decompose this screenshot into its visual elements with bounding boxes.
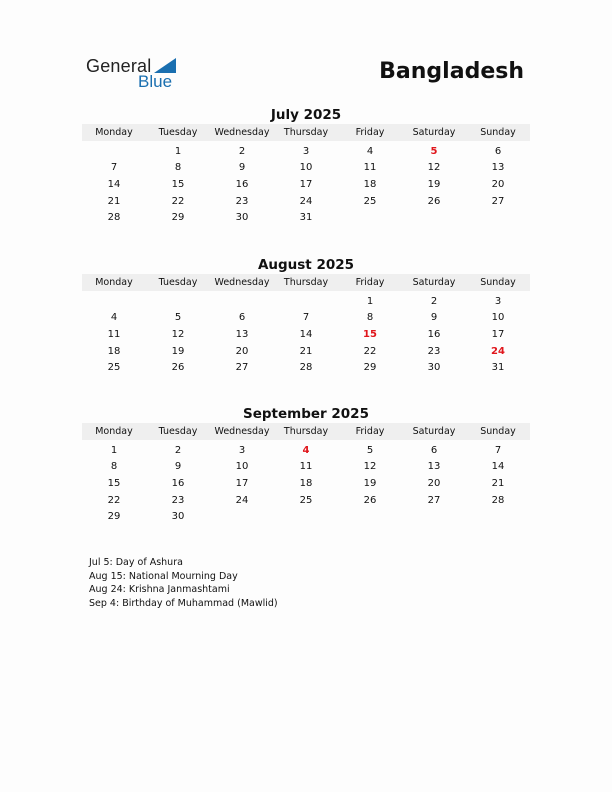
holiday-note: Jul 5: Day of Ashura — [89, 557, 183, 568]
day-cell: 16 — [171, 477, 185, 489]
day-cell — [466, 209, 530, 226]
day-cell: 26 — [427, 195, 441, 207]
day-cell: 30 — [427, 362, 441, 374]
calendar-grid — [82, 124, 530, 226]
week-row — [82, 310, 530, 327]
day-cell: 3 — [302, 145, 310, 157]
weekday-header: Saturday — [402, 423, 466, 440]
day-cell: 2 — [238, 145, 246, 157]
day-cell: 30 — [235, 212, 249, 224]
weekday-header: Sunday — [466, 274, 530, 291]
day-cell: 23 — [171, 494, 185, 506]
month-august — [82, 256, 530, 376]
day-cell: 10 — [299, 162, 313, 174]
day-cell: 17 — [299, 178, 313, 190]
logo — [86, 56, 186, 92]
weekday-header: Friday — [338, 274, 402, 291]
weekday-header: Sunday — [466, 124, 530, 141]
day-cell: 2 — [174, 444, 182, 456]
week-row — [82, 359, 530, 376]
day-cell: 3 — [238, 444, 246, 456]
day-cell: 27 — [427, 494, 441, 506]
day-cell: 31 — [299, 212, 313, 224]
day-cell: 30 — [171, 511, 185, 523]
day-cell: 11 — [363, 162, 377, 174]
day-cell: 8 — [366, 312, 374, 324]
calendar-grid — [82, 423, 530, 525]
weekday-header: Wednesday — [210, 124, 274, 141]
day-cell — [274, 293, 338, 310]
weekday-header: Tuesday — [146, 274, 210, 291]
weekday-header: Saturday — [402, 274, 466, 291]
holiday-note: Aug 15: National Mourning Day — [89, 570, 238, 582]
day-cell — [402, 508, 466, 525]
day-cell: 22 — [171, 195, 185, 207]
day-cell: 12 — [171, 328, 185, 340]
day-cell: 17 — [235, 477, 249, 489]
day-cell: 12 — [427, 162, 441, 174]
week-row — [82, 293, 530, 310]
day-cell: 29 — [107, 511, 121, 523]
day-cell: 6 — [430, 444, 438, 456]
holiday-note: Sep 4: Birthday of Muhammad (Mawlid) — [89, 597, 278, 609]
weekday-header: Thursday — [274, 124, 338, 141]
day-cell — [402, 209, 466, 226]
day-cell: 7 — [110, 162, 118, 174]
holiday-note: Aug 24: Krishna Janmashtami — [89, 584, 230, 595]
day-cell — [274, 508, 338, 525]
month-september — [82, 405, 530, 525]
day-cell: 7 — [494, 444, 502, 456]
day-cell: 16 — [235, 178, 249, 190]
day-cell: 29 — [171, 212, 185, 224]
week-row — [82, 492, 530, 509]
weekday-header: Tuesday — [146, 124, 210, 141]
day-cell: 13 — [491, 162, 505, 174]
weekday-header: Thursday — [274, 423, 338, 440]
calendar-grid — [82, 274, 530, 376]
holiday-notes — [89, 556, 278, 610]
day-cell: 11 — [299, 461, 313, 473]
day-cell: 14 — [107, 178, 121, 190]
weekday-header: Monday — [82, 124, 146, 141]
day-cell: 12 — [363, 461, 377, 473]
day-cell: 4 — [302, 444, 310, 456]
day-cell: 8 — [110, 461, 118, 473]
day-cell: 28 — [491, 494, 505, 506]
day-cell — [466, 508, 530, 525]
day-cell: 28 — [107, 212, 121, 224]
weekday-header: Monday — [82, 274, 146, 291]
day-cell: 4 — [110, 312, 118, 324]
week-row — [82, 160, 530, 177]
day-cell: 9 — [174, 461, 182, 473]
day-cell: 10 — [235, 461, 249, 473]
weekday-header: Saturday — [402, 124, 466, 141]
weekday-header: Monday — [82, 423, 146, 440]
day-cell: 6 — [238, 312, 246, 324]
day-cell: 1 — [366, 295, 374, 307]
day-cell: 9 — [238, 162, 246, 174]
weekday-header: Wednesday — [210, 423, 274, 440]
day-cell: 23 — [427, 345, 441, 357]
month-title: July 2025 — [270, 107, 342, 123]
day-cell: 27 — [491, 195, 505, 207]
day-cell: 20 — [427, 477, 441, 489]
day-cell: 21 — [299, 345, 313, 357]
day-cell: 2 — [430, 295, 438, 307]
day-cell: 13 — [427, 461, 441, 473]
week-row — [82, 508, 530, 525]
day-cell: 21 — [107, 195, 121, 207]
country-title: Bangladesh — [379, 59, 524, 84]
weekday-header: Friday — [338, 124, 402, 141]
day-cell: 26 — [171, 362, 185, 374]
day-cell: 17 — [491, 328, 505, 340]
day-cell: 23 — [235, 195, 249, 207]
day-cell: 25 — [299, 494, 313, 506]
weekday-header: Sunday — [466, 423, 530, 440]
day-cell: 18 — [299, 477, 313, 489]
day-cell: 6 — [494, 145, 502, 157]
day-cell: 7 — [302, 312, 310, 324]
weekday-header: Friday — [338, 423, 402, 440]
weekday-header: Thursday — [274, 274, 338, 291]
day-cell: 4 — [366, 145, 374, 157]
day-cell: 27 — [235, 362, 249, 374]
day-cell: 16 — [427, 328, 441, 340]
weekday-header: Tuesday — [146, 423, 210, 440]
weekday-header: Wednesday — [210, 274, 274, 291]
day-cell — [146, 293, 210, 310]
day-cell — [338, 508, 402, 525]
day-cell: 15 — [363, 328, 377, 340]
day-cell: 19 — [171, 345, 185, 357]
day-cell: 26 — [363, 494, 377, 506]
day-cell: 5 — [174, 312, 182, 324]
logo-general-text: General — [86, 56, 152, 76]
day-cell — [82, 143, 146, 160]
week-row — [82, 459, 530, 476]
day-cell: 15 — [107, 477, 121, 489]
day-cell: 1 — [174, 145, 182, 157]
logo-triangle-icon — [154, 58, 176, 73]
month-title: August 2025 — [257, 257, 355, 273]
week-row — [82, 209, 530, 226]
day-cell: 8 — [174, 162, 182, 174]
week-row — [82, 326, 530, 343]
day-cell: 5 — [366, 444, 374, 456]
day-cell: 29 — [363, 362, 377, 374]
day-cell: 15 — [171, 178, 185, 190]
day-cell: 9 — [430, 312, 438, 324]
week-row — [82, 193, 530, 210]
day-cell: 20 — [235, 345, 249, 357]
day-cell: 14 — [491, 461, 505, 473]
day-cell: 3 — [494, 295, 502, 307]
day-cell: 31 — [491, 362, 505, 374]
day-cell — [210, 508, 274, 525]
month-july — [82, 106, 530, 226]
week-row — [82, 176, 530, 193]
day-cell: 14 — [299, 328, 313, 340]
day-cell: 22 — [107, 494, 121, 506]
day-cell: 24 — [491, 345, 505, 357]
week-row — [82, 442, 530, 459]
day-cell — [210, 293, 274, 310]
day-cell: 25 — [107, 362, 121, 374]
day-cell: 13 — [235, 328, 249, 340]
month-title: September 2025 — [243, 406, 369, 422]
day-cell: 18 — [363, 178, 377, 190]
day-cell: 24 — [235, 494, 249, 506]
day-cell: 24 — [299, 195, 313, 207]
day-cell: 22 — [363, 345, 377, 357]
day-cell: 19 — [363, 477, 377, 489]
day-cell: 20 — [491, 178, 505, 190]
day-cell: 28 — [299, 362, 313, 374]
day-cell: 1 — [110, 444, 118, 456]
day-cell: 11 — [107, 328, 121, 340]
day-cell: 5 — [430, 145, 438, 157]
week-row — [82, 343, 530, 360]
day-cell — [82, 293, 146, 310]
day-cell: 19 — [427, 178, 441, 190]
day-cell: 21 — [491, 477, 505, 489]
day-cell — [338, 209, 402, 226]
day-cell: 10 — [491, 312, 505, 324]
day-cell: 18 — [107, 345, 121, 357]
logo-blue-text: Blue — [138, 72, 173, 91]
day-cell: 25 — [363, 195, 377, 207]
week-row — [82, 475, 530, 492]
week-row — [82, 143, 530, 160]
